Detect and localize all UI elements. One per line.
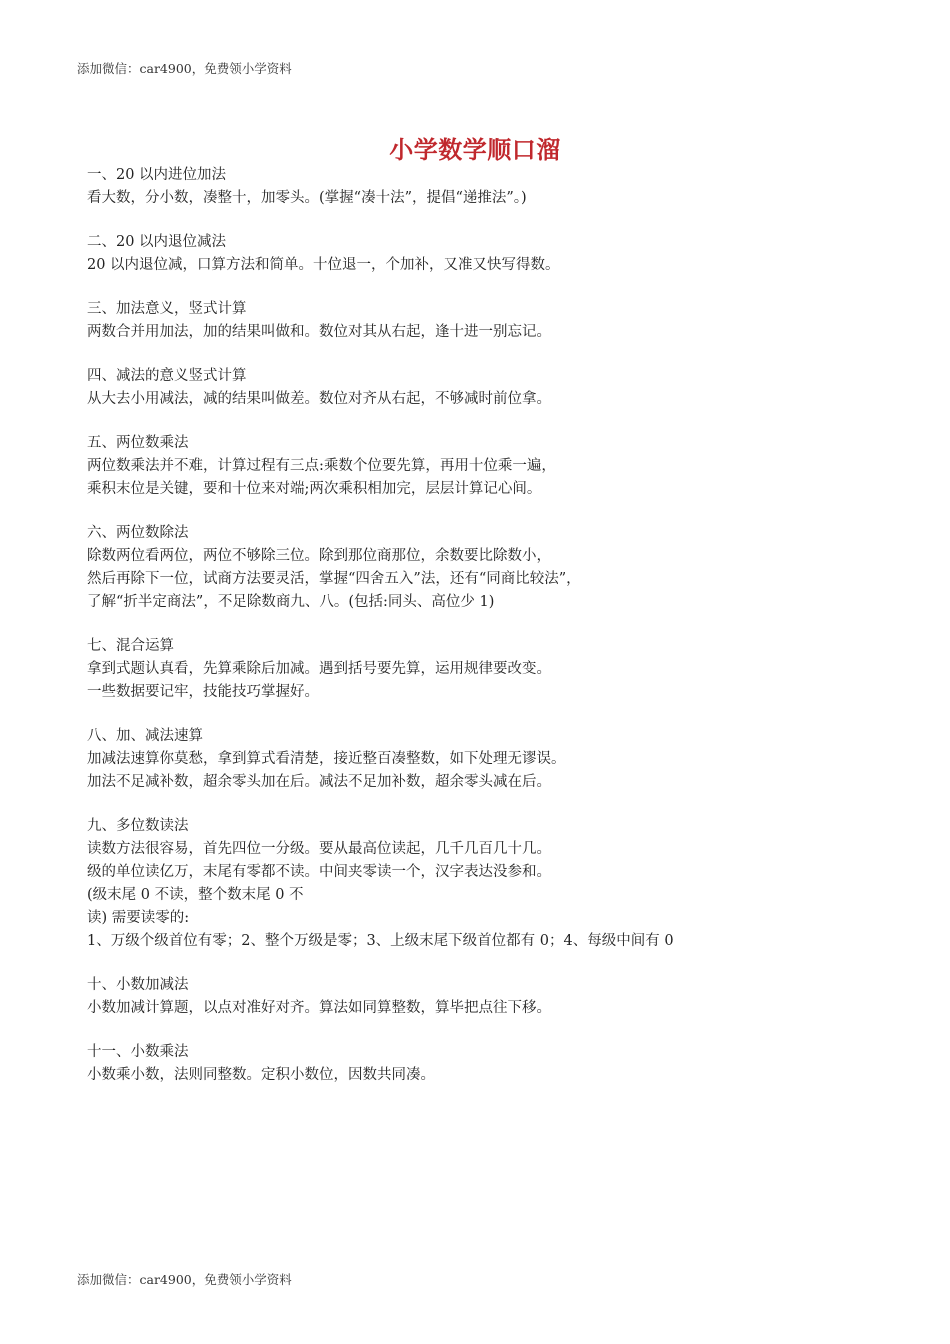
section-heading: 三、加法意义，竖式计算 [87,301,247,317]
section-heading: 十、小数加减法 [87,977,189,993]
page-title: 小学数学顺口溜 [389,136,561,164]
section [87,298,887,344]
watermark-top: 添加微信：car4900，免费领小学资料 [77,61,292,76]
section-line: 加减法速算你莫愁，拿到算式看清楚，接近整百凑整数，如下处理无谬误。 [87,751,566,767]
section-line: 然后再除下一位，试商方法要灵活，掌握“四舍五入”法，还有“同商比较法”， [87,571,581,587]
section-line: 小数乘小数，法则同整数。定积小数位，因数共同凑。 [87,1067,435,1083]
section [87,432,887,501]
section [87,815,887,953]
section-line: 20 以内退位减，口算方法和简单。十位退一，个加补，又准又快写得数。 [87,257,560,273]
section-line: 1、万级个级首位有零；2、整个万级是零；3、上级末尾下级首位都有 0；4、每级中间有 0 [87,933,674,949]
document-body [87,164,887,1108]
section-line: 看大数，分小数，凑整十，加零头。(掌握“凑十法”，提倡“递推法”。) [87,190,527,206]
section [87,522,887,614]
section-heading: 二、20 以内退位减法 [87,234,227,250]
section-heading: 五、两位数乘法 [87,435,189,451]
section [87,725,887,794]
section [87,231,887,277]
section-line: 拿到式题认真看，先算乘除后加减。遇到括号要先算，运用规律要改变。 [87,661,551,677]
section [87,1041,887,1087]
section-heading: 四、减法的意义竖式计算 [87,368,247,384]
watermark-bottom: 添加微信：car4900，免费领小学资料 [77,1272,292,1287]
section-line: 读数方法很容易，首先四位一分级。要从最高位读起，几千几百几十几。 [87,841,551,857]
section-line: 小数加减计算题，以点对准好对齐。算法如同算整数，算毕把点往下移。 [87,1000,551,1016]
section-heading: 十一、小数乘法 [87,1044,189,1060]
section-line: 除数两位看两位，两位不够除三位。除到那位商那位，余数要比除数小， [87,548,551,564]
section-heading: 七、混合运算 [87,638,174,654]
section [87,164,887,210]
section-line: 读) 需要读零的: [87,910,190,926]
section-heading: 六、两位数除法 [87,525,189,541]
section-line: 两位数乘法并不难，计算过程有三点:乘数个位要先算，再用十位乘一遍， [87,458,556,474]
section-heading: 一、20 以内进位加法 [87,167,227,183]
section-heading: 九、多位数读法 [87,818,189,834]
section-line: (级末尾 0 不读，整个数末尾 0 不 [87,887,304,903]
section-line: 两数合并用加法，加的结果叫做和。数位对其从右起，逢十进一别忘记。 [87,324,551,340]
section-line: 加法不足减补数，超余零头加在后。减法不足加补数，超余零头减在后。 [87,774,551,790]
section-line: 级的单位读亿万，末尾有零都不读。中间夹零读一个，汉字表达没参和。 [87,864,551,880]
section-line: 乘积末位是关键，要和十位来对端;两次乘积相加完，层层计算记心间。 [87,481,542,497]
section-line: 从大去小用减法，减的结果叫做差。数位对齐从右起，不够减时前位拿。 [87,391,551,407]
section-heading: 八、加、减法速算 [87,728,203,744]
section-line: 一些数据要记牢，技能技巧掌握好。 [87,684,319,700]
section [87,974,887,1020]
section [87,365,887,411]
section [87,635,887,704]
section-line: 了解“折半定商法”，不足除数商九、八。(包括:同头、高位少 1) [87,594,495,610]
